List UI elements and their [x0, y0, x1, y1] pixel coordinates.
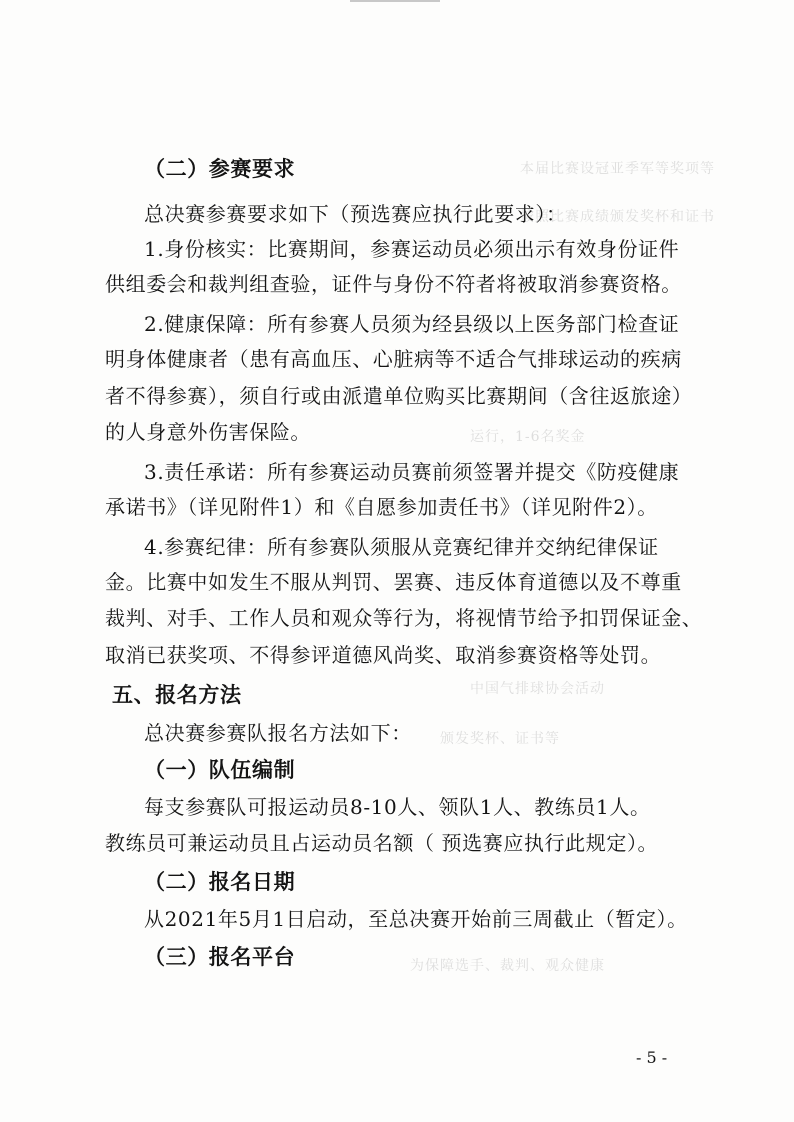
paragraph-line: 3.责任承诺：所有参赛运动员赛前须签署并提交《防疫健康 — [144, 460, 680, 484]
paragraph-line: 总决赛参赛要求如下（预选赛应执行此要求）： — [144, 202, 567, 226]
bleed-through-text: 按照比赛成绩颁发奖杯和证书 — [520, 209, 715, 225]
paragraph-line: 金。比赛中如发生不服从判罚、罢赛、违反体育道德以及不尊重 — [105, 570, 682, 594]
bleed-through-text: 本届比赛设冠亚季军等奖项等 — [520, 161, 715, 177]
section-heading-registration: 五、报名方法 — [112, 683, 242, 707]
paragraph-line: 裁判、对手、工作人员和观众等行为，将视情节给予扣罚保证金、 — [105, 606, 703, 630]
page-number: - 5 - — [636, 1048, 668, 1067]
paragraph-line: 1.身份核实：比赛期间，参赛运动员必须出示有效身份证件 — [144, 237, 680, 261]
paragraph-line: 供组委会和裁判组查验，证件与身份不符者将被取消参赛资格。 — [105, 272, 682, 296]
section-heading-entry-requirements: （二）参赛要求 — [144, 157, 296, 181]
subheading-registration-platform: （三）报名平台 — [144, 945, 296, 969]
paragraph-line: 取消已获奖项、不得参评道德风尚奖、取消参赛资格等处罚。 — [105, 643, 662, 667]
subheading-registration-date: （二）报名日期 — [144, 870, 296, 894]
paragraph-line: 总决赛参赛队报名方法如下： — [144, 721, 412, 745]
paragraph-line: 2.健康保障：所有参赛人员须为经县级以上医务部门检查证 — [144, 312, 680, 336]
bleed-through-text: 为保障选手、裁判、观众健康 — [410, 958, 605, 974]
paragraph-line: 的人身意外伤害保险。 — [105, 420, 311, 444]
paragraph-line: 教练员可兼运动员且占运动员名额（ 预选赛应执行此规定）。 — [105, 831, 659, 855]
subheading-team-composition: （一）队伍编制 — [144, 758, 296, 782]
paragraph-line: 承诺书》（详见附件1）和《自愿参加责任书》（详见附件2）。 — [105, 495, 658, 519]
scan-edge-mark — [350, 0, 440, 2]
paragraph-line: 从2021年5月1日启动，至总决赛开始前三周截止（暂定）。 — [144, 907, 688, 931]
bleed-through-text: 颁发奖杯、证书等 — [440, 731, 560, 747]
paragraph-line: 明身体健康者（患有高血压、心脏病等不适合气排球运动的疾病 — [105, 347, 682, 371]
paragraph-line: 每支参赛队可报运动员8-10人、领队1人、教练员1人。 — [144, 795, 651, 819]
paragraph-line: 4.参赛纪律：所有参赛队须服从竞赛纪律并交纳纪律保证 — [144, 535, 659, 559]
paragraph-line: 者不得参赛），须自行或由派遣单位购买比赛期间（含往返旅途） — [105, 384, 693, 408]
bleed-through-text: 运行，1-6名奖金 — [470, 429, 586, 445]
bleed-through-text: 中国气排球协会活动 — [470, 681, 605, 697]
